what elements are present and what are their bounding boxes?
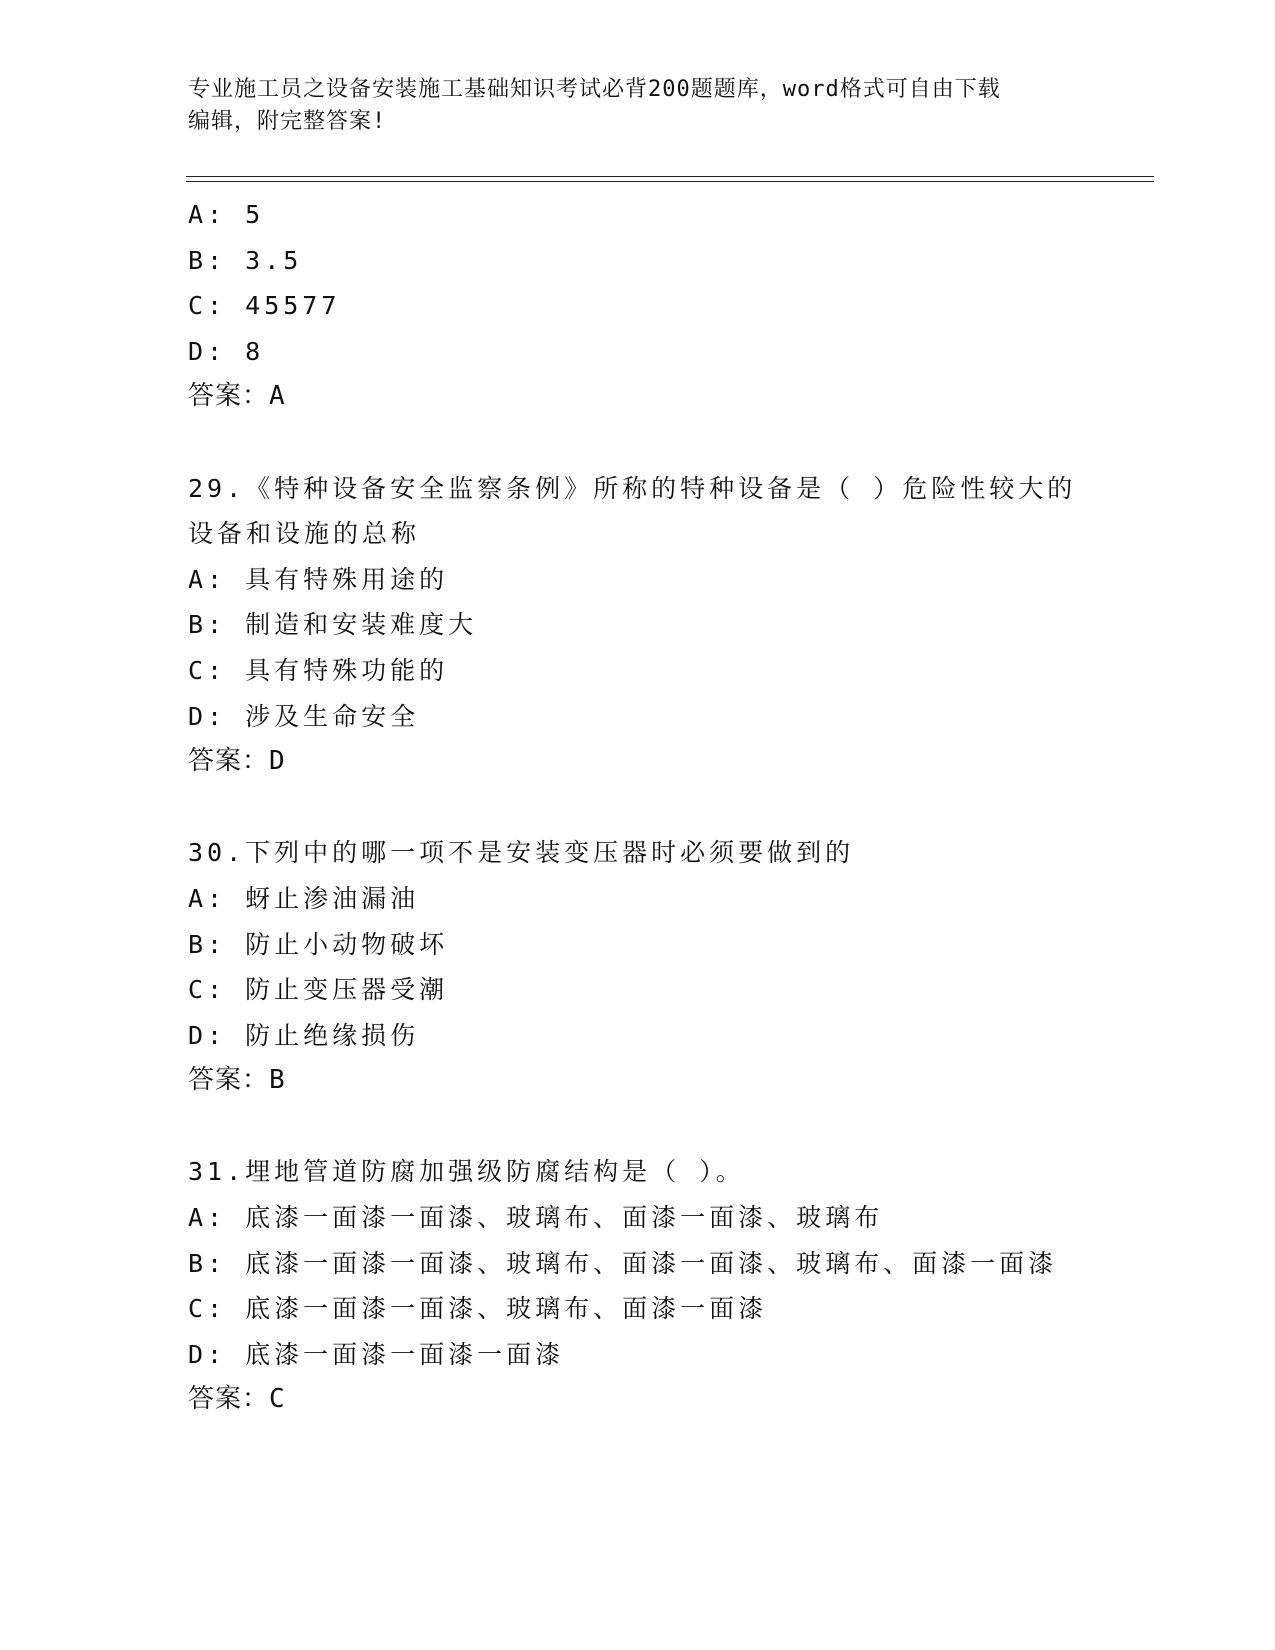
question-stem-continued: 设备和设施的总称	[188, 519, 421, 549]
option-a: A: 5	[188, 200, 265, 229]
question-30-block	[188, 830, 1148, 1104]
option-b: B: 底漆一面漆一面漆、玻璃布、面漆一面漆、玻璃布、面漆一面漆	[188, 1248, 1058, 1278]
question-stem: 30.下列中的哪一项不是安装变压器时必须要做到的	[188, 838, 855, 868]
answer-line: 答案：D	[188, 746, 286, 777]
option-a: A: 蚜止渗油漏油	[188, 883, 420, 913]
option-b: B: 3.5	[188, 245, 303, 275]
option-d: D: 防止绝缘损伤	[188, 1020, 420, 1050]
option-a: A: 具有特殊用途的	[188, 564, 449, 594]
answer-line: 答案：B	[188, 1065, 286, 1096]
option-c: C: 具有特殊功能的	[188, 655, 449, 685]
option-a: A: 底漆一面漆一面漆、玻璃布、面漆一面漆、玻璃布	[188, 1203, 884, 1233]
option-d: D: 8	[188, 336, 265, 366]
header-rule-bottom	[186, 181, 1154, 182]
option-c: C: 45577	[188, 291, 341, 321]
answer-line: 答案：C	[188, 1384, 286, 1415]
option-d: D: 底漆一面漆一面漆一面漆	[188, 1339, 565, 1369]
question-stem: 29.《特种设备安全监察条例》所称的特种设备是（ ）危险性较大的	[188, 473, 1077, 503]
question-29-block	[188, 466, 1148, 785]
question-stem: 31.埋地管道防腐加强级防腐结构是（ ）。	[188, 1157, 745, 1187]
answer-line: 答案：A	[188, 381, 286, 412]
question-list	[188, 192, 1148, 1423]
prev-question-block	[188, 192, 1148, 420]
option-c: C: 底漆一面漆一面漆、玻璃布、面漆一面漆	[188, 1294, 768, 1324]
option-d: D: 涉及生命安全	[188, 701, 420, 731]
option-b: B: 防止小动物破坏	[188, 929, 449, 959]
option-b: B: 制造和安装难度大	[188, 610, 478, 640]
header-rule-top	[186, 176, 1154, 177]
header-line-1: 专业施工员之设备安装施工基础知识考试必背200题题库，word格式可自由下载	[188, 77, 1001, 102]
document-header	[188, 74, 1088, 138]
header-line-2: 编辑，附完整答案!	[188, 109, 387, 134]
question-31-block	[188, 1149, 1148, 1423]
option-c: C: 防止变压器受潮	[188, 975, 449, 1005]
